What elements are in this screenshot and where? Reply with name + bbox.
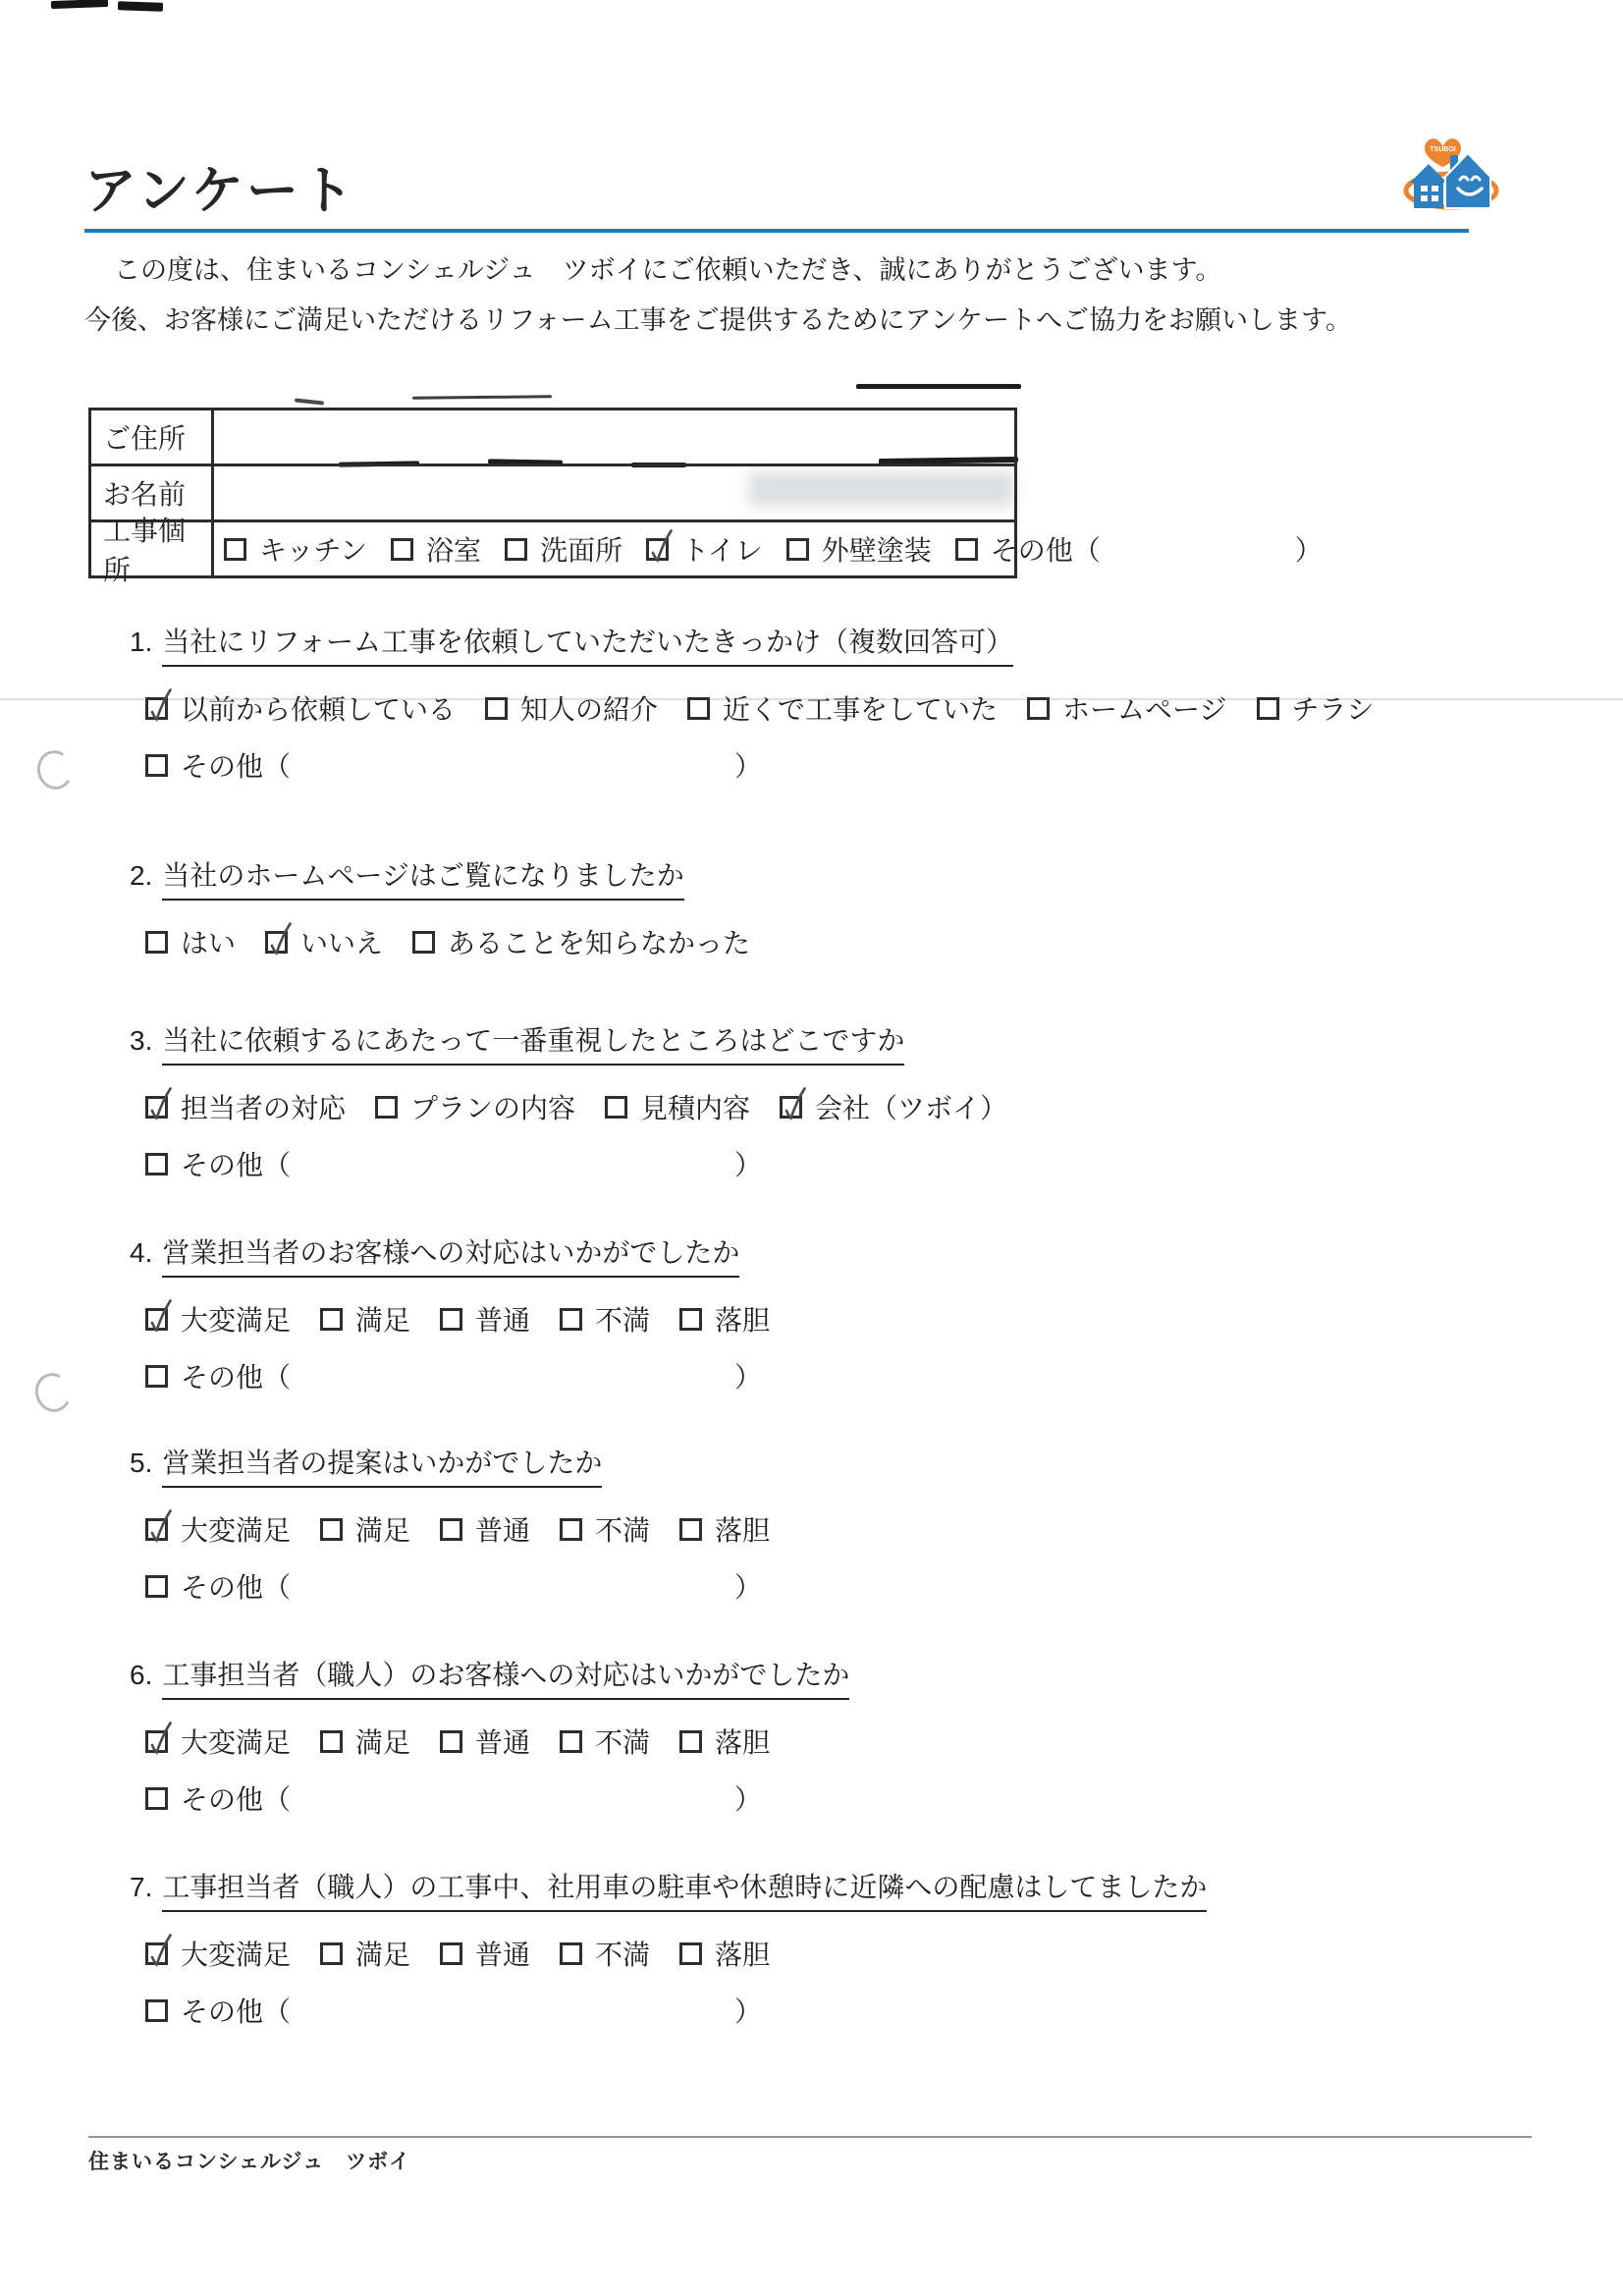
checkbox[interactable] <box>1257 697 1279 720</box>
option-label: 不満 <box>595 1305 651 1336</box>
question-number: 4. <box>130 1237 153 1268</box>
checkbox[interactable] <box>505 538 527 561</box>
intro-line-2: 今後、お客様にご満足いただけるリフォーム工事をご提供するためにアンケートへご協力をお願いします。 <box>84 305 1352 336</box>
question-title: 当社に依頼するにあたって一番重視したところはどこですか <box>162 1019 904 1066</box>
checkbox-option[interactable] <box>145 1722 291 1761</box>
checkbox-option[interactable] <box>679 1299 770 1339</box>
question-2 <box>130 854 1524 961</box>
question-6 <box>130 1654 1524 1818</box>
check-mark-icon <box>145 1719 175 1758</box>
checkbox-option[interactable] <box>320 1934 410 1973</box>
checkbox-option[interactable] <box>320 1299 410 1339</box>
checkbox-option[interactable] <box>440 1934 530 1973</box>
option-label: 落胆 <box>715 1305 771 1336</box>
address-label: ご住所 <box>91 410 214 464</box>
checkbox[interactable] <box>320 1308 343 1331</box>
option-label: 大変満足 <box>181 1940 292 1970</box>
option-label: 普通 <box>475 1515 531 1546</box>
option-label: キッチン <box>259 535 368 566</box>
checkbox[interactable] <box>679 1518 702 1541</box>
option-label: 満足 <box>355 1940 411 1970</box>
checkbox[interactable] <box>145 931 168 954</box>
close-paren: ） <box>734 1362 763 1393</box>
question-number: 7. <box>130 1872 153 1902</box>
checkbox[interactable] <box>320 1518 343 1541</box>
table-row-name <box>91 466 1014 522</box>
checkbox-option[interactable] <box>560 1509 650 1549</box>
option-label: 担当者の対応 <box>181 1093 347 1123</box>
option-label: 落胆 <box>715 1727 771 1758</box>
question-title: 当社にリフォーム工事を依頼していただいたきっかけ（複数回答可） <box>162 621 1013 667</box>
checkbox[interactable] <box>679 1308 702 1331</box>
checkbox-option[interactable] <box>145 1509 291 1549</box>
option-label: 知人の紹介 <box>520 694 659 725</box>
checkbox-option-other[interactable] <box>145 1144 291 1183</box>
checkbox-option[interactable] <box>605 1087 750 1126</box>
checkbox-option[interactable] <box>375 1087 575 1126</box>
checkbox[interactable] <box>440 1518 462 1541</box>
option-label: 不満 <box>595 1727 651 1758</box>
checkbox[interactable] <box>440 1308 462 1331</box>
question-4 <box>130 1231 1524 1395</box>
customer-info-table <box>88 408 1323 585</box>
checkbox[interactable] <box>145 1730 168 1753</box>
option-label: その他（ <box>181 1572 292 1603</box>
question-title: 営業担当者のお客様への対応はいかがでしたか <box>162 1231 739 1278</box>
close-paren: ） <box>1294 535 1323 566</box>
option-label: あることを知らなかった <box>448 928 751 958</box>
checkbox[interactable] <box>320 1942 343 1965</box>
option-label: その他（ <box>181 1362 292 1393</box>
question-number: 1. <box>130 627 153 657</box>
check-mark-icon <box>145 1296 175 1336</box>
checkbox-option[interactable] <box>560 1299 650 1339</box>
close-paren: ） <box>734 751 763 782</box>
checkbox[interactable] <box>224 538 246 561</box>
option-label: プランの内容 <box>410 1093 576 1123</box>
checkbox[interactable] <box>560 1730 582 1753</box>
question-number: 3. <box>130 1025 153 1056</box>
scan-arc-artifact <box>30 1368 77 1416</box>
checkbox-option[interactable] <box>780 1087 1007 1126</box>
checkbox[interactable] <box>687 697 710 720</box>
option-label: 不満 <box>595 1940 651 1970</box>
close-paren: ） <box>734 1996 763 2027</box>
close-paren: ） <box>734 1784 763 1815</box>
option-label: 以前から依頼している <box>181 694 457 725</box>
checkbox-option-other[interactable] <box>145 1566 291 1606</box>
address-field[interactable] <box>214 410 1014 464</box>
question-number: 6. <box>130 1660 153 1690</box>
option-label: 満足 <box>355 1305 411 1336</box>
scan-artifact <box>118 1 163 12</box>
option-label: 落胆 <box>715 1940 771 1970</box>
checkbox[interactable] <box>560 1942 582 1965</box>
checkbox-option-exterior-paint[interactable] <box>786 529 932 569</box>
checkbox-option-other[interactable] <box>145 745 291 785</box>
option-label: その他（ <box>181 751 292 782</box>
checkbox-option[interactable] <box>440 1509 530 1549</box>
check-mark-icon <box>265 919 295 958</box>
checkbox[interactable] <box>145 1153 168 1175</box>
checkbox[interactable] <box>320 1730 343 1753</box>
option-label: その他（ <box>181 1996 292 2027</box>
checkbox[interactable] <box>605 1096 627 1119</box>
checkbox-option[interactable] <box>679 1509 770 1549</box>
option-label: 外壁塗装 <box>821 535 932 566</box>
checkbox[interactable] <box>485 697 508 720</box>
option-label: はい <box>181 928 237 958</box>
checkbox-option-other[interactable] <box>145 1778 291 1818</box>
page-footer <box>88 2136 1532 2175</box>
question-7 <box>130 1866 1524 2030</box>
checkbox[interactable] <box>145 1518 168 1541</box>
scan-arc-artifact <box>33 747 77 793</box>
checkbox[interactable] <box>391 538 413 561</box>
redaction-mark <box>412 395 552 399</box>
checkbox[interactable] <box>560 1308 582 1331</box>
checkbox[interactable] <box>440 1730 462 1753</box>
checkbox-option[interactable] <box>412 922 750 961</box>
check-mark-icon <box>145 1506 175 1546</box>
worksite-label: 工事個所 <box>91 522 214 575</box>
checkbox-option[interactable] <box>145 688 456 728</box>
checkbox[interactable] <box>440 1942 462 1965</box>
option-label: トイレ <box>681 535 763 566</box>
checkbox-option[interactable] <box>485 688 658 728</box>
option-label: 浴室 <box>426 535 482 566</box>
checkbox[interactable] <box>375 1096 398 1119</box>
check-mark-icon <box>145 1931 175 1970</box>
option-label: 落胆 <box>715 1515 771 1546</box>
question-title: 工事担当者（職人）の工事中、社用車の駐車や休憩時に近隣への配慮はしてましたか <box>162 1866 1207 1912</box>
scan-artifact <box>51 0 108 9</box>
name-field[interactable] <box>214 466 1014 519</box>
checkbox-option[interactable] <box>440 1722 530 1761</box>
checkbox-option[interactable] <box>679 1934 770 1973</box>
checkbox[interactable] <box>786 538 809 561</box>
checkbox[interactable] <box>145 1365 168 1388</box>
question-number: 5. <box>130 1448 153 1478</box>
checkbox-option-other[interactable] <box>955 529 1101 569</box>
tsuboi-company-logo-icon <box>1402 128 1500 226</box>
checkbox-option[interactable] <box>320 1722 410 1761</box>
checkbox[interactable] <box>955 538 978 561</box>
option-label: その他（ <box>181 1150 292 1180</box>
checkbox[interactable] <box>1027 697 1050 720</box>
option-label: 普通 <box>475 1305 531 1336</box>
checkbox-option[interactable] <box>145 1299 291 1339</box>
close-paren: ） <box>734 1572 763 1603</box>
option-label: チラシ <box>1291 694 1375 725</box>
company-name: 住まいるコンシェルジュ ツボイ <box>88 2151 411 2173</box>
table-row-worksite <box>91 516 1323 585</box>
checkbox[interactable] <box>145 1999 168 2022</box>
name-label: お名前 <box>91 466 214 519</box>
question-number: 2. <box>130 860 153 891</box>
checkbox-option[interactable] <box>145 1934 291 1973</box>
option-label: その他（ <box>181 1784 292 1815</box>
checkbox-option[interactable] <box>1257 688 1375 728</box>
checkbox-option-other[interactable] <box>145 1991 291 2030</box>
checkbox[interactable] <box>679 1942 702 1965</box>
checkbox[interactable] <box>560 1518 582 1541</box>
checkbox[interactable] <box>412 931 435 954</box>
checkbox-option-kitchen[interactable] <box>224 529 367 569</box>
option-label: 大変満足 <box>181 1305 292 1336</box>
checkbox[interactable] <box>145 1096 168 1119</box>
checkbox-option[interactable] <box>1027 688 1226 728</box>
option-label: 見積内容 <box>640 1093 751 1123</box>
worksite-options <box>214 522 1323 575</box>
page-header <box>84 162 1469 233</box>
checkbox-option[interactable] <box>440 1299 530 1339</box>
checkbox-option[interactable] <box>320 1509 410 1549</box>
checkbox-option-toilet[interactable] <box>646 529 763 569</box>
checkbox[interactable] <box>646 538 669 561</box>
table-row-address <box>91 410 1014 466</box>
option-label: いいえ <box>300 928 384 958</box>
checkbox[interactable] <box>145 1575 168 1598</box>
checkbox-option-washroom[interactable] <box>505 529 622 569</box>
intro-paragraph <box>84 246 1518 347</box>
option-label: 普通 <box>475 1940 531 1970</box>
close-paren: ） <box>734 1150 763 1180</box>
checkbox[interactable] <box>145 1787 168 1810</box>
checkbox-option[interactable] <box>265 922 383 961</box>
check-mark-icon <box>780 1084 809 1123</box>
checkbox-option[interactable] <box>560 1934 650 1973</box>
redaction-mark <box>295 398 324 405</box>
checkbox[interactable] <box>145 1942 168 1965</box>
checkbox-option[interactable] <box>145 922 236 961</box>
checkbox[interactable] <box>145 754 168 777</box>
question-title: 当社のホームページはご覧になりましたか <box>162 854 683 901</box>
checkbox[interactable] <box>145 1308 168 1331</box>
option-label: その他（ <box>990 535 1101 566</box>
checkbox[interactable] <box>145 697 168 720</box>
question-5 <box>130 1442 1524 1606</box>
redaction-mark <box>856 384 1021 389</box>
checkbox[interactable] <box>679 1730 702 1753</box>
check-mark-icon <box>646 526 676 566</box>
page-title: アンケート <box>84 162 356 220</box>
option-label: ホームページ <box>1062 694 1227 725</box>
checkbox-option[interactable] <box>560 1722 650 1761</box>
option-label: 不満 <box>595 1515 651 1546</box>
option-label: 満足 <box>355 1727 411 1758</box>
question-title: 営業担当者の提案はいかがでしたか <box>162 1442 602 1488</box>
check-mark-icon <box>145 685 175 725</box>
checkbox-option[interactable] <box>679 1722 770 1761</box>
checkbox-option-bath[interactable] <box>391 529 481 569</box>
option-label: 近くで工事をしていた <box>723 694 999 725</box>
option-label: 大変満足 <box>181 1515 292 1546</box>
checkbox-option[interactable] <box>145 1087 346 1126</box>
option-label: 大変満足 <box>181 1727 292 1758</box>
question-title: 工事担当者（職人）のお客様への対応はいかがでしたか <box>162 1654 849 1700</box>
checkbox-option[interactable] <box>687 688 998 728</box>
intro-line-1: この度は、住まいるコンシェルジュ ツボイにご依頼いただき、誠にありがとうございます。 <box>114 255 1222 285</box>
checkbox[interactable] <box>780 1096 802 1119</box>
option-label: 普通 <box>475 1727 531 1758</box>
option-label: 満足 <box>355 1515 411 1546</box>
question-3 <box>130 1019 1524 1183</box>
option-label: 洗面所 <box>540 535 623 566</box>
question-1 <box>130 621 1524 785</box>
checkbox-option-other[interactable] <box>145 1356 291 1395</box>
check-mark-icon <box>145 1084 175 1123</box>
checkbox[interactable] <box>265 931 288 954</box>
svg-text:TSUBOI: TSUBOI <box>1430 146 1456 153</box>
option-label: 会社（ツボイ） <box>815 1093 1008 1123</box>
